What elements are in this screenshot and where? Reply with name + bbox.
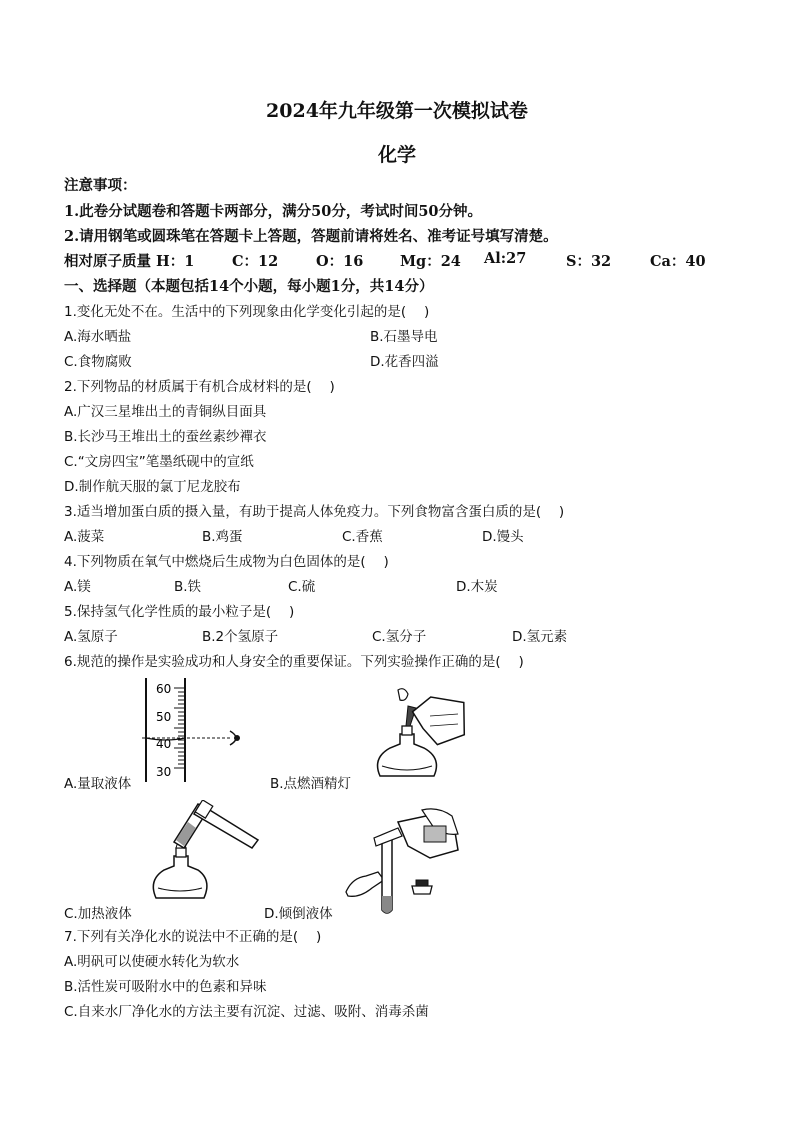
question-2-option-c: C.“文房四宝”笔墨纸砚中的宣纸 [64, 454, 254, 470]
question-7-option-c: C.自来水厂净化水的方法主要有沉淀、过滤、吸附、消毒杀菌 [64, 1004, 429, 1020]
question-4-stem: 4.下列物质在氧气中燃烧后生成物为白色固体的是( ) [64, 554, 389, 570]
notice-heading: 注意事项： [64, 177, 137, 194]
cylinder-tick-40: 40 [156, 737, 172, 751]
subject-title: 化学 [377, 144, 416, 166]
question-5-option-a: A.氢原子 [64, 629, 118, 645]
question-1-stem: 1.变化无处不在。生活中的下列现象由化学变化引起的是( ) [64, 304, 430, 320]
question-5-option-b: B.2个氢原子 [202, 629, 279, 645]
cylinder-tick-60: 60 [156, 682, 172, 696]
question-6-option-d: D.倾倒液体 [264, 906, 333, 922]
question-1-option-d: D.花香四溢 [370, 354, 439, 370]
question-2-stem: 2.下列物品的材质属于有机合成材料的是( ) [64, 379, 335, 395]
question-1-option-a: A.海水晒盐 [64, 329, 132, 345]
question-4-option-c: C.硫 [288, 579, 316, 595]
question-3-option-d: D.馒头 [482, 529, 524, 545]
atomic-mass-al: Al:27 [484, 250, 527, 267]
page-title: 2024年九年级第一次模拟试卷 [266, 100, 528, 122]
question-3-option-b: B.鸡蛋 [202, 529, 243, 545]
question-6-option-b: B.点燃酒精灯 [270, 776, 352, 792]
question-7-stem: 7.下列有关净化水的说法中不正确的是( ) [64, 929, 322, 945]
atomic-mass-ca: Ca：40 [650, 253, 706, 270]
pouring-liquid-figure [342, 806, 466, 914]
cylinder-tick-50: 50 [156, 710, 172, 724]
question-1-option-c: C.食物腐败 [64, 354, 132, 370]
question-6-stem: 6.规范的操作是实验成功和人身安全的重要保证。下列实验操作正确的是( ) [64, 654, 524, 670]
question-3-stem: 3.适当增加蛋白质的摄入量，有助于提高人体免疫力。下列食物富含蛋白质的是( ) [64, 504, 565, 520]
question-5-option-c: C.氢分子 [372, 629, 427, 645]
light-alcohol-lamp-figure [370, 686, 474, 788]
question-4-option-b: B.铁 [174, 579, 202, 595]
question-2-option-b: B.长沙马王堆出土的蚕丝素纱襌衣 [64, 429, 267, 445]
atomic-mass-c: C：12 [232, 253, 279, 270]
question-5-stem: 5.保持氢气化学性质的最小粒子是( ) [64, 604, 295, 620]
question-6-option-a: A.量取液体 [64, 776, 132, 792]
atomic-mass-o: O：16 [316, 253, 364, 270]
question-4-option-a: A.镁 [64, 579, 91, 595]
question-7-option-a: A.明矾可以使硬水转化为软水 [64, 954, 240, 970]
heating-liquid-figure [146, 800, 264, 902]
atomic-mass-label: 相对原子质量 H：1 [64, 253, 195, 270]
notice-item-1: 1.此卷分试题卷和答题卡两部分，满分50分，考试时间50分钟。 [64, 203, 482, 220]
question-3-option-a: A.菠菜 [64, 529, 105, 545]
atomic-mass-mg: Mg：24 [400, 253, 461, 270]
cylinder-tick-30: 30 [156, 765, 172, 779]
question-5-option-d: D.氢元素 [512, 629, 568, 645]
atomic-mass-s: S：32 [566, 253, 612, 270]
notice-item-2: 2.请用钢笔或圆珠笔在答题卡上答题，答题前请将姓名、准考证号填写清楚。 [64, 228, 558, 245]
measuring-cylinder-figure [138, 676, 258, 784]
question-7-option-b: B.活性炭可吸附水中的色素和异味 [64, 979, 267, 995]
question-2-option-a: A.广汉三星堆出土的青铜纵目面具 [64, 404, 267, 420]
question-1-option-b: B.石墨导电 [370, 329, 438, 345]
question-2-option-d: D.制作航天服的氯丁尼龙胶布 [64, 479, 241, 495]
question-4-option-d: D.木炭 [456, 579, 498, 595]
section-heading: 一、选择题（本题包括14个小题，每小题1分，共14分） [64, 278, 434, 295]
question-6-option-c: C.加热液体 [64, 906, 132, 922]
question-3-option-c: C.香蕉 [342, 529, 383, 545]
